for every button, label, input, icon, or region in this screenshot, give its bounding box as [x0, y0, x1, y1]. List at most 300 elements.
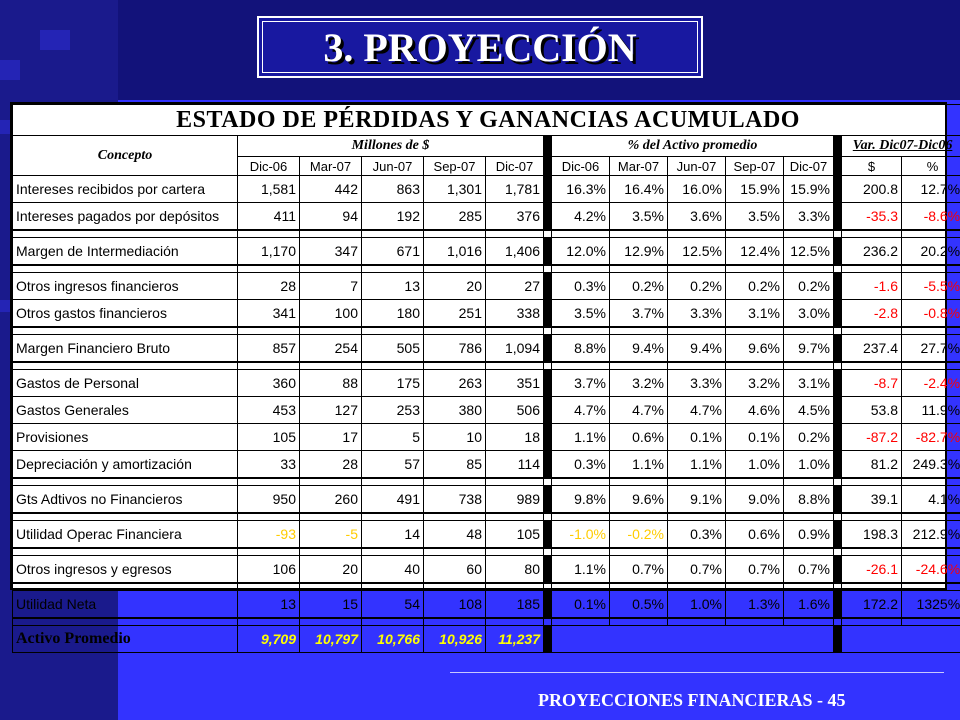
column-header: Jun-07 [668, 157, 726, 176]
separator-cell [834, 548, 842, 556]
value-pct: 9.4% [668, 335, 726, 363]
value-millions: 950 [238, 486, 300, 514]
value-pct: 12.5% [668, 238, 726, 266]
column-header: Dic-06 [552, 157, 610, 176]
separator-cell [726, 478, 784, 486]
table-row [13, 203, 960, 231]
value-pct: 16.3% [552, 176, 610, 203]
value-millions: 786 [424, 335, 486, 363]
separator-cell [362, 265, 424, 273]
separator-cell [238, 265, 300, 273]
value-millions: 185 [486, 591, 544, 619]
value-millions: 114 [486, 451, 544, 479]
table-row [13, 556, 960, 584]
value-millions: 1,016 [424, 238, 486, 266]
separator-cell [362, 548, 424, 556]
value-pct: 16.0% [668, 176, 726, 203]
separator-cell [784, 548, 834, 556]
separator-cell [486, 548, 544, 556]
empty-cell [552, 626, 834, 653]
value-pct: 9.8% [552, 486, 610, 514]
separator-cell [784, 230, 834, 238]
separator-cell [834, 370, 842, 397]
separator-cell [238, 548, 300, 556]
separator-cell [486, 513, 544, 521]
value-millions: 338 [486, 300, 544, 328]
column-header: Mar-07 [300, 157, 362, 176]
separator-cell [362, 618, 424, 626]
separator-cell [610, 327, 668, 335]
value-millions: 180 [362, 300, 424, 328]
separator-cell [842, 548, 902, 556]
value-variation: 198.3 [842, 521, 902, 549]
value-pct: 1.1% [668, 451, 726, 479]
row-label: Gts Adtivos no Financieros [13, 486, 238, 514]
column-header: $ [842, 157, 902, 176]
table-row [13, 105, 960, 136]
separator-cell [13, 513, 238, 521]
separator-cell [552, 583, 610, 591]
separator-cell [486, 583, 544, 591]
value-millions: 857 [238, 335, 300, 363]
separator-cell [13, 327, 238, 335]
separator-cell [902, 265, 960, 273]
value-millions: 253 [362, 397, 424, 424]
value-pct: 0.2% [726, 273, 784, 300]
separator-cell [544, 486, 552, 514]
table-row [13, 273, 960, 300]
value-millions: 105 [238, 424, 300, 451]
separator-cell [544, 548, 552, 556]
row-label: Otros ingresos y egresos [13, 556, 238, 584]
value-millions: 989 [486, 486, 544, 514]
separator-cell [544, 451, 552, 479]
separator-cell [362, 478, 424, 486]
value-millions: 20 [300, 556, 362, 584]
value-millions: 108 [424, 591, 486, 619]
row-label: Gastos de Personal [13, 370, 238, 397]
separator-cell [842, 230, 902, 238]
separator-cell [544, 273, 552, 300]
separator-cell [544, 521, 552, 549]
table-row [13, 238, 960, 266]
separator-cell [544, 626, 552, 653]
separator-cell [544, 136, 552, 176]
separator-cell [610, 265, 668, 273]
value-millions: 100 [300, 300, 362, 328]
separator-cell [424, 478, 486, 486]
separator-cell [544, 618, 552, 626]
value-pct: 0.3% [668, 521, 726, 549]
value-millions: 192 [362, 203, 424, 231]
value-variation: 11.9% [902, 397, 960, 424]
value-millions: 347 [300, 238, 362, 266]
separator-cell [668, 618, 726, 626]
separator-cell [544, 583, 552, 591]
value-pct: 0.5% [610, 591, 668, 619]
value-millions: 105 [486, 521, 544, 549]
column-header: Sep-07 [726, 157, 784, 176]
value-pct: 3.5% [552, 300, 610, 328]
value-pct: 4.7% [552, 397, 610, 424]
separator-cell [784, 618, 834, 626]
separator-cell [610, 513, 668, 521]
value-millions: 33 [238, 451, 300, 479]
separator-cell [902, 230, 960, 238]
separator-cell [552, 265, 610, 273]
value-variation: -82.7% [902, 424, 960, 451]
value-millions: 1,301 [424, 176, 486, 203]
separator-cell [552, 618, 610, 626]
separator-cell [424, 265, 486, 273]
value-millions: 351 [486, 370, 544, 397]
separator-cell [610, 583, 668, 591]
value-millions: 738 [424, 486, 486, 514]
value-pct: 12.9% [610, 238, 668, 266]
table-row [13, 300, 960, 328]
separator-cell [544, 556, 552, 584]
separator-cell [610, 618, 668, 626]
value-pct: 3.5% [726, 203, 784, 231]
separator-cell [726, 513, 784, 521]
separator-cell [544, 230, 552, 238]
value-pct: 0.7% [784, 556, 834, 584]
value-variation: 249.3% [902, 451, 960, 479]
separator-cell [238, 230, 300, 238]
value-millions: 10 [424, 424, 486, 451]
decor-square [0, 60, 20, 80]
separator-cell [552, 548, 610, 556]
value-millions: 13 [362, 273, 424, 300]
value-millions: 360 [238, 370, 300, 397]
value-pct: 3.7% [610, 300, 668, 328]
separator-cell [842, 478, 902, 486]
separator-cell [486, 327, 544, 335]
separator-cell [238, 478, 300, 486]
value-variation: -26.1 [842, 556, 902, 584]
value-millions: 863 [362, 176, 424, 203]
column-header: Mar-07 [610, 157, 668, 176]
separator-cell [784, 362, 834, 370]
value-pct: 1.0% [784, 451, 834, 479]
table-row [13, 136, 960, 157]
separator-cell [13, 362, 238, 370]
separator-cell [610, 362, 668, 370]
separator-cell [238, 618, 300, 626]
row-label: Utilidad Operac Financiera [13, 521, 238, 549]
row-label: Provisiones [13, 424, 238, 451]
separator-cell [300, 265, 362, 273]
separator-cell [424, 513, 486, 521]
value-millions: 9,709 [238, 626, 300, 653]
value-pct: -0.2% [610, 521, 668, 549]
separator-cell [834, 486, 842, 514]
value-millions: 10,926 [424, 626, 486, 653]
separator-cell [668, 327, 726, 335]
value-pct: 3.3% [668, 300, 726, 328]
separator-cell [238, 327, 300, 335]
value-pct: 3.3% [668, 370, 726, 397]
value-variation: 172.2 [842, 591, 902, 619]
value-pct: 1.3% [726, 591, 784, 619]
value-pct: 0.1% [668, 424, 726, 451]
table-row [13, 451, 960, 479]
value-pct: 0.2% [784, 273, 834, 300]
separator-cell [300, 513, 362, 521]
value-pct: 1.0% [668, 591, 726, 619]
value-millions: 251 [424, 300, 486, 328]
separator-cell [544, 513, 552, 521]
value-millions: 80 [486, 556, 544, 584]
value-pct: 0.2% [610, 273, 668, 300]
separator-cell [552, 327, 610, 335]
separator-cell [544, 327, 552, 335]
column-header: Dic-07 [784, 157, 834, 176]
separator-cell [552, 230, 610, 238]
footer-divider [450, 672, 944, 673]
value-millions: 54 [362, 591, 424, 619]
separator-cell [238, 513, 300, 521]
value-millions: 1,170 [238, 238, 300, 266]
value-pct: 1.6% [784, 591, 834, 619]
value-millions: 341 [238, 300, 300, 328]
separator-cell [834, 362, 842, 370]
value-pct: 8.8% [552, 335, 610, 363]
separator-cell [544, 238, 552, 266]
value-millions: 28 [300, 451, 362, 479]
separator-cell [13, 265, 238, 273]
table-row [13, 176, 960, 203]
separator-cell [726, 362, 784, 370]
value-millions: 27 [486, 273, 544, 300]
separator-cell [834, 451, 842, 479]
value-millions: 28 [238, 273, 300, 300]
value-pct: 1.1% [610, 451, 668, 479]
value-millions: 11,237 [486, 626, 544, 653]
separator-cell [544, 176, 552, 203]
separator-cell [668, 265, 726, 273]
separator-cell [424, 362, 486, 370]
separator-cell [902, 583, 960, 591]
decor-square [40, 30, 70, 50]
value-millions: 17 [300, 424, 362, 451]
separator-cell [238, 362, 300, 370]
separator-cell [300, 478, 362, 486]
value-pct: 9.1% [668, 486, 726, 514]
row-label: Utilidad Neta [13, 591, 238, 619]
separator-cell [610, 548, 668, 556]
column-header: Sep-07 [424, 157, 486, 176]
slide-title: 3. PROYECCIÓN [323, 24, 637, 70]
empty-cell [842, 626, 960, 653]
value-pct: 9.7% [784, 335, 834, 363]
separator-cell [552, 478, 610, 486]
group-header-millions: Millones de $ [238, 136, 544, 157]
value-pct: 0.1% [726, 424, 784, 451]
value-pct: -1.0% [552, 521, 610, 549]
separator-cell [610, 478, 668, 486]
table-row [13, 335, 960, 363]
value-pct: 1.1% [552, 556, 610, 584]
separator-cell [552, 513, 610, 521]
separator-cell [834, 335, 842, 363]
value-pct: 4.2% [552, 203, 610, 231]
value-millions: 10,797 [300, 626, 362, 653]
separator-cell [362, 513, 424, 521]
separator-cell [834, 521, 842, 549]
value-pct: 12.4% [726, 238, 784, 266]
value-millions: 13 [238, 591, 300, 619]
separator-cell [300, 548, 362, 556]
separator-cell [726, 230, 784, 238]
separator-cell [784, 583, 834, 591]
value-millions: 127 [300, 397, 362, 424]
row-label: Activo Promedio [13, 626, 238, 653]
value-pct: 12.5% [784, 238, 834, 266]
separator-cell [668, 513, 726, 521]
value-variation: 237.4 [842, 335, 902, 363]
separator-cell [842, 327, 902, 335]
column-header: % [902, 157, 960, 176]
value-variation: -8.7 [842, 370, 902, 397]
separator-cell [834, 203, 842, 231]
separator-cell [726, 327, 784, 335]
column-header: Dic-06 [238, 157, 300, 176]
value-variation: -1.6 [842, 273, 902, 300]
separator-cell [424, 327, 486, 335]
separator-cell [784, 265, 834, 273]
value-millions: 10,766 [362, 626, 424, 653]
value-millions: 48 [424, 521, 486, 549]
slide-title-box [257, 16, 703, 78]
separator-cell [842, 362, 902, 370]
separator-cell [842, 265, 902, 273]
value-pct: 9.6% [610, 486, 668, 514]
value-millions: 14 [362, 521, 424, 549]
value-pct: 15.9% [726, 176, 784, 203]
value-millions: 94 [300, 203, 362, 231]
separator-cell [544, 265, 552, 273]
value-millions: 671 [362, 238, 424, 266]
separator-cell [544, 370, 552, 397]
separator-cell [668, 230, 726, 238]
value-variation: -0.8% [902, 300, 960, 328]
table-row [13, 626, 960, 653]
table-row [13, 370, 960, 397]
separator-cell [834, 397, 842, 424]
group-header-var: Var. Dic07-Dic06 [842, 136, 960, 157]
value-millions: 453 [238, 397, 300, 424]
value-millions: 40 [362, 556, 424, 584]
separator-cell [834, 513, 842, 521]
separator-cell [300, 583, 362, 591]
separator-cell [902, 618, 960, 626]
value-variation: 39.1 [842, 486, 902, 514]
separator-cell [834, 176, 842, 203]
value-variation: -5.5% [902, 273, 960, 300]
value-millions: 7 [300, 273, 362, 300]
separator-cell [902, 548, 960, 556]
separator-cell [902, 327, 960, 335]
table-row [13, 362, 960, 370]
separator-cell [834, 424, 842, 451]
column-header: Dic-07 [486, 157, 544, 176]
separator-cell [552, 362, 610, 370]
value-millions: 254 [300, 335, 362, 363]
value-variation: -2.4% [902, 370, 960, 397]
separator-cell [300, 618, 362, 626]
value-pct: 3.0% [784, 300, 834, 328]
separator-cell [834, 626, 842, 653]
concept-header: Concepto [13, 136, 238, 176]
income-statement-table [10, 102, 960, 647]
value-pct: 4.5% [784, 397, 834, 424]
value-pct: 1.0% [726, 451, 784, 479]
value-millions: 442 [300, 176, 362, 203]
separator-cell [842, 513, 902, 521]
value-variation: 12.7% [902, 176, 960, 203]
table-row [13, 521, 960, 549]
separator-cell [544, 335, 552, 363]
separator-cell [842, 618, 902, 626]
separator-cell [784, 327, 834, 335]
value-pct: 3.3% [784, 203, 834, 231]
table-row [13, 478, 960, 486]
table-row [13, 513, 960, 521]
separator-cell [726, 548, 784, 556]
value-pct: 3.2% [726, 370, 784, 397]
value-variation: -8.6% [902, 203, 960, 231]
value-millions: 60 [424, 556, 486, 584]
separator-cell [834, 265, 842, 273]
separator-cell [362, 583, 424, 591]
value-pct: 0.9% [784, 521, 834, 549]
value-pct: 0.3% [552, 273, 610, 300]
separator-cell [13, 230, 238, 238]
value-millions: 57 [362, 451, 424, 479]
value-pct: 0.3% [552, 451, 610, 479]
value-variation: 212.9% [902, 521, 960, 549]
value-millions: 88 [300, 370, 362, 397]
value-millions: 506 [486, 397, 544, 424]
separator-cell [834, 591, 842, 619]
separator-cell [544, 424, 552, 451]
table-row [13, 548, 960, 556]
separator-cell [834, 300, 842, 328]
separator-cell [834, 618, 842, 626]
table-row [13, 327, 960, 335]
separator-cell [486, 478, 544, 486]
table-row [13, 591, 960, 619]
separator-cell [424, 583, 486, 591]
value-pct: 0.7% [726, 556, 784, 584]
separator-cell [300, 362, 362, 370]
separator-cell [486, 265, 544, 273]
value-pct: 9.4% [610, 335, 668, 363]
separator-cell [544, 203, 552, 231]
value-variation: -2.8 [842, 300, 902, 328]
value-millions: 1,781 [486, 176, 544, 203]
separator-cell [726, 618, 784, 626]
table-row [13, 618, 960, 626]
separator-cell [834, 556, 842, 584]
value-pct: 0.2% [784, 424, 834, 451]
separator-cell [13, 618, 238, 626]
value-millions: 260 [300, 486, 362, 514]
value-millions: 5 [362, 424, 424, 451]
value-variation: 200.8 [842, 176, 902, 203]
separator-cell [486, 618, 544, 626]
